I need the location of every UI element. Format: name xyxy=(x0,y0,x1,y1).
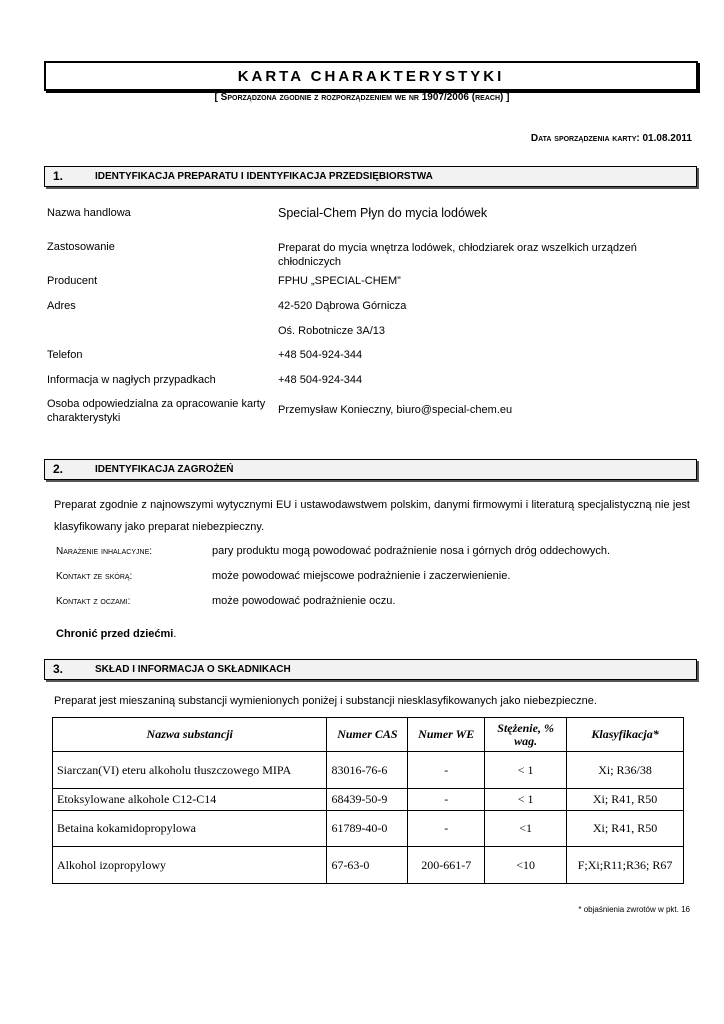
emergency-label: Informacja w nagłych przypadkach xyxy=(47,374,216,386)
address-label: Adres xyxy=(47,300,76,312)
trade-name-label: Nazwa handlowa xyxy=(47,207,131,219)
section-number: 2. xyxy=(53,462,64,476)
hazard-eyes-value: może powodować podrażnienie oczu. xyxy=(212,595,396,607)
issue-date: Data sporządzenia karty: 01.08.2011 xyxy=(530,133,692,144)
composition-intro: Preparat jest mieszaniną substancji wymienionych poniżej i substancji niesklasyfikowanych jako niebezpieczne. xyxy=(54,695,597,707)
col-substance-name: Nazwa substancji xyxy=(53,718,327,752)
table-row: Etoksylowane alkohole C12-C14 68439-50-9 - < 1 Xi; R41, R50 xyxy=(53,789,684,811)
hazard-inhalation-label: Narażenie inhalacyjne: xyxy=(56,546,153,557)
table-header-row xyxy=(53,718,684,752)
emergency-value: +48 504-924-344 xyxy=(278,374,363,386)
usage-label: Zastosowanie xyxy=(47,241,115,253)
hazard-eyes-label: Kontakt z oczami: xyxy=(56,596,131,607)
substances-table xyxy=(52,717,684,884)
section-title: IDENTYFIKACJA ZAGROŻEŃ xyxy=(95,464,234,475)
footnote: * objaśnienia zwrotów w pkt. 16 xyxy=(578,905,690,914)
col-cas: Numer CAS xyxy=(327,718,408,752)
regulation-subtitle: [ Sporządzona zgodnie z rozporządzeniem we nr 1907/2006 (reach) ] xyxy=(214,92,510,103)
phone-label: Telefon xyxy=(47,349,83,361)
usage-value: Preparat do mycia wnętrza lodówek, chłodziarek oraz wszelkich urządzeń chłodniczych xyxy=(278,242,637,268)
section-number: 1. xyxy=(53,169,64,183)
responsible-label: Osoba odpowiedzialna za opracowanie karty charakterystyki xyxy=(47,398,266,424)
col-classification: Klasyfikacja* xyxy=(567,718,684,752)
address-line-2: Oś. Robotnicze 3A/13 xyxy=(278,325,386,337)
trade-name-value: Special-Chem Płyn do mycia lodówek xyxy=(278,206,488,220)
table-row: Betaina kokamidopropylowa 61789-40-0 - <1 Xi; R41, R50 xyxy=(53,811,684,847)
producer-value: FPHU „SPECIAL-CHEM” xyxy=(278,275,401,287)
section-2-header xyxy=(44,459,697,480)
children-warning: Chronić przed dziećmi. xyxy=(56,628,177,640)
section-number: 3. xyxy=(53,662,64,676)
responsible-value: Przemysław Konieczny, biuro@special-chem.eu xyxy=(278,404,513,416)
section-1-header xyxy=(44,166,697,187)
table-row: Siarczan(VI) eteru alkoholu tłuszczowego MIPA 83016-76-6 - < 1 Xi; R36/38 xyxy=(53,752,684,789)
hazard-intro: Preparat zgodnie z najnowszymi wytycznymi EU i ustawodawstwem polskim, danymi firmowymi i literaturą specjalistyczną nie jest klasyfikowany jako preparat niebezpieczny. xyxy=(54,499,690,533)
col-we: Numer WE xyxy=(408,718,485,752)
producer-label: Producent xyxy=(47,275,98,287)
document-title: KARTA CHARAKTERYSTYKI xyxy=(44,61,698,91)
hazard-skin-value: może powodować miejscowe podrażnienie i zaczerwienienie. xyxy=(212,570,511,582)
section-title: SKŁAD I INFORMACJA O SKŁADNIKACH xyxy=(95,664,291,675)
hazard-skin-label: Kontakt ze skórą: xyxy=(56,571,133,582)
section-3-header xyxy=(44,659,697,680)
hazard-inhalation-value: pary produktu mogą powodować podrażnienie nosa i górnych dróg oddechowych. xyxy=(212,545,611,557)
section-title: IDENTYFIKACJA PREPARATU I IDENTYFIKACJA PRZEDSIĘBIORSTWA xyxy=(95,171,433,182)
table-row: Alkohol izopropylowy 67-63-0 200-661-7 <10 F;Xi;R11;R36; R67 xyxy=(53,847,684,884)
address-line-1: 42-520 Dąbrowa Górnicza xyxy=(278,300,407,312)
col-concentration: Stężenie, % wag. xyxy=(485,718,567,752)
phone-value: +48 504-924-344 xyxy=(278,349,363,361)
